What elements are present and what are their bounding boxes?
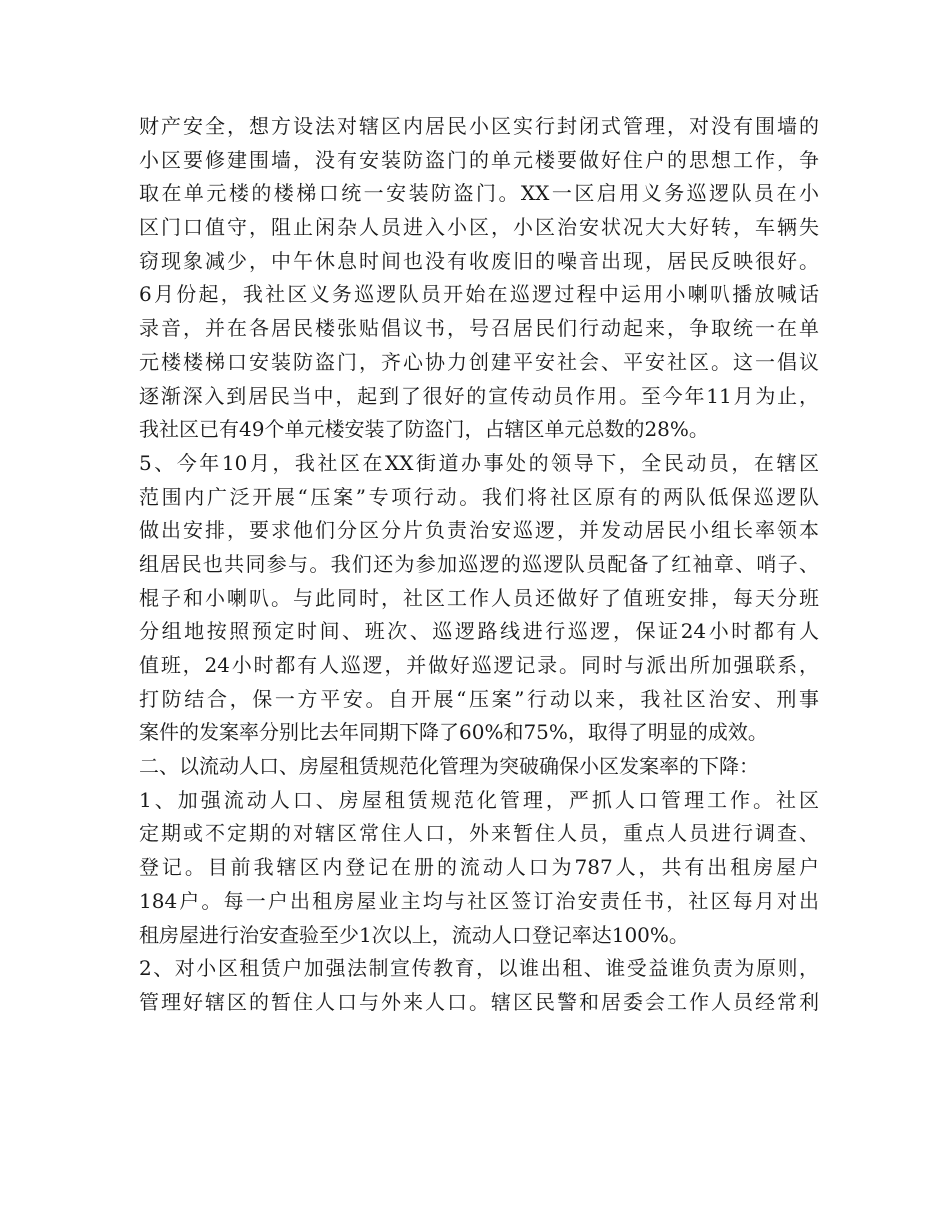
text-line: 打防结合，保一方平安。自开展“压案”行动以来，我社区治安、刑事 (139, 686, 819, 711)
text-line: 逐渐深入到居民当中，起到了很好的宣传动员作用。至今年11月为止， (139, 383, 819, 408)
text-line: 定期或不定期的对辖区常住人口，外来暂住人员，重点人员进行调查、 (139, 821, 819, 846)
text-line: 二、以流动人口、房屋租赁规范化管理为突破确保小区发案率的下降： (139, 754, 759, 779)
text-line: 分组地按照预定时间、班次、巡逻路线进行巡逻，保证24小时都有人 (139, 619, 819, 644)
text-line: 做出安排，要求他们分区分片负责治安巡逻，并发动居民小组长率领本 (139, 518, 819, 543)
text-line: 我社区已有49个单元楼安装了防盗门，占辖区单元总数的28%。 (139, 417, 709, 442)
text-line: 元楼楼梯口安装防盗门，齐心协力创建平安社会、平安社区。这一倡议 (139, 349, 819, 374)
text-line: 区门口值守，阻止闲杂人员进入小区，小区治安状况大大好转，车辆失 (139, 215, 819, 240)
document-body (139, 110, 819, 1020)
text-line: 案件的发案率分别比去年同期下降了60%和75%，取得了明显的成效。 (139, 720, 768, 745)
text-line: 范围内广泛开展“压案”专项行动。我们将社区原有的两队低保巡逻队 (139, 484, 819, 509)
text-line: 6月份起，我社区义务巡逻队员开始在巡逻过程中运用小喇叭播放喊话 (139, 282, 819, 307)
text-line: 取在单元楼的楼梯口统一安装防盗门。XX一区启用义务巡逻队员在小 (139, 181, 819, 206)
text-line: 管理好辖区的暂住人口与外来人口。辖区民警和居委会工作人员经常利 (139, 989, 819, 1014)
text-line: 棍子和小喇叭。与此同时，社区工作人员还做好了值班安排，每天分班 (139, 585, 819, 610)
text-line: 5、今年10月，我社区在XX街道办事处的领导下，全民动员，在辖区 (139, 450, 819, 475)
text-line: 租房屋进行治安查验至少1次以上，流动人口登记率达100%。 (139, 922, 689, 947)
text-line: 录音，并在各居民楼张贴倡议书，号召居民们行动起来，争取统一在单 (139, 316, 819, 341)
text-line: 组居民也共同参与。我们还为参加巡逻的巡逻队员配备了红袖章、哨子、 (139, 551, 819, 576)
text-line: 1、加强流动人口、房屋租赁规范化管理，严抓人口管理工作。社区 (139, 787, 819, 812)
text-line: 财产安全，想方设法对辖区内居民小区实行封闭式管理，对没有围墙的 (139, 114, 819, 138)
text-line: 184户。每一户出租房屋业主均与社区签订治安责任书，社区每月对出 (139, 888, 819, 913)
text-line: 值班，24小时都有人巡逻，并做好巡逻记录。同时与派出所加强联系， (139, 653, 819, 677)
text-line: 小区要修建围墙，没有安装防盗门的单元楼要做好住户的思想工作，争 (139, 147, 819, 172)
text-line: 2、对小区租赁户加强法制宣传教育，以谁出租、谁受益谁负责为原则， (139, 956, 819, 981)
text-line: 窃现象减少，中午休息时间也没有收废旧的噪音出现，居民反映很好。 (139, 248, 819, 273)
text-line: 登记。目前我辖区内登记在册的流动人口为787人，共有出租房屋户 (139, 855, 819, 880)
